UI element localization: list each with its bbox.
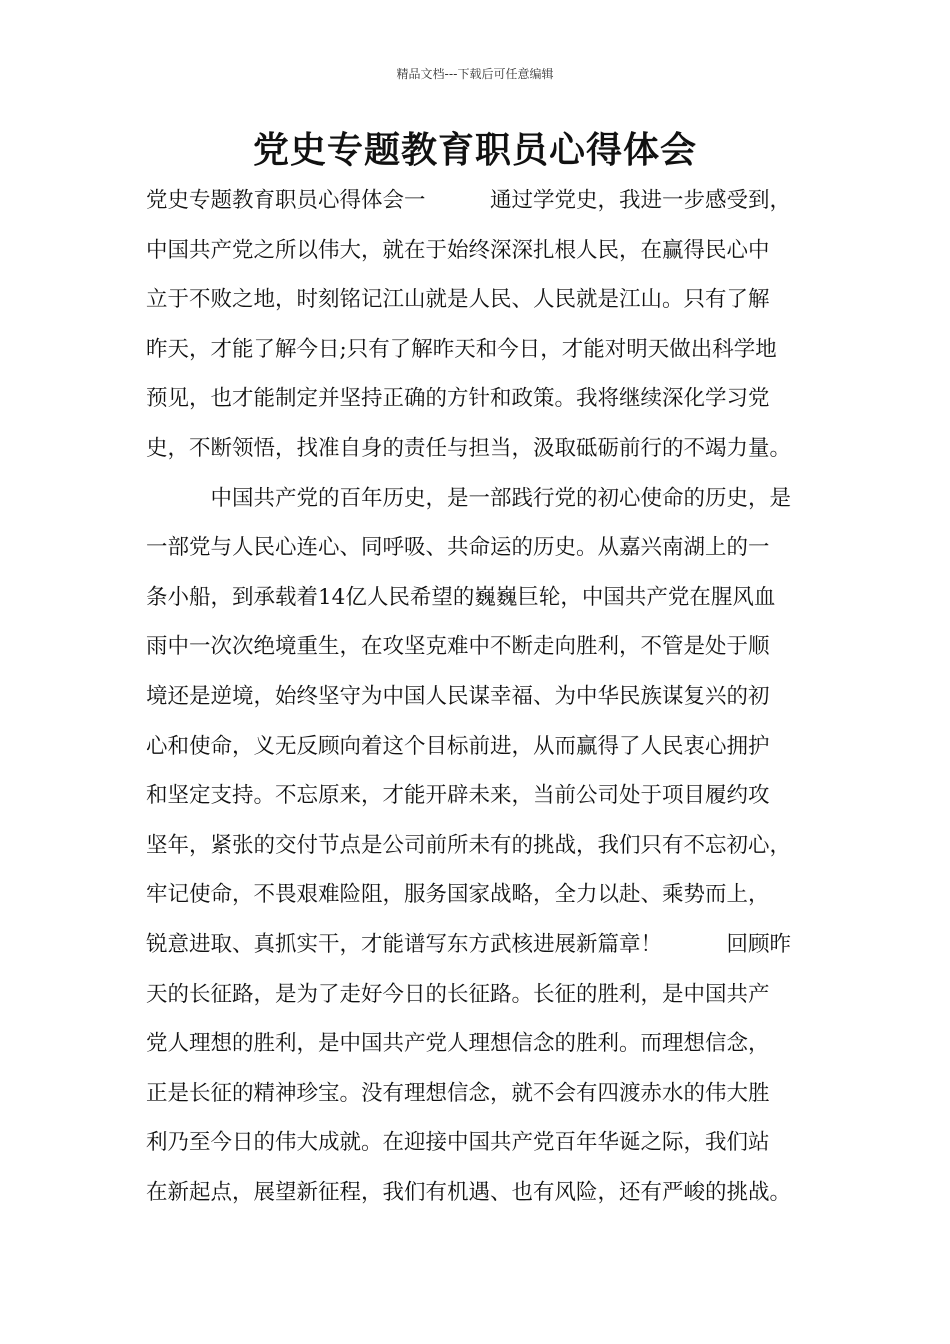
body-line: 利乃至今日的伟大成就。在迎接中国共产党百年华诞之际，我们站	[146, 1130, 770, 1156]
body-line: 昨天，才能了解今日;只有了解昨天和今日，才能对明天做出科学地	[146, 336, 777, 362]
body-line: 锐意进取、真抓实干，才能谱写东方武核进展新篇章！ 回顾昨	[146, 931, 792, 957]
body-line: 牢记使命，不畏艰难险阻，服务国家战略，全力以赴、乘势而上，	[146, 882, 770, 908]
body-line: 一部党与人民心连心、同呼吸、共命运的历史。从嘉兴南湖上的一	[146, 535, 770, 561]
body-line: 立于不败之地，时刻铭记江山就是人民、人民就是江山。只有了解	[146, 287, 770, 313]
body-line: 史，不断领悟，找准自身的责任与担当，汲取砥砺前行的不竭力量。	[146, 435, 792, 461]
document-title: 党史专题教育职员心得体会	[252, 130, 697, 171]
body-line: 心和使命，义无反顾向着这个目标前进，从而赢得了人民衷心拥护	[146, 733, 770, 759]
body-line: 预见，也才能制定并坚持正确的方针和政策。我将继续深化学习党	[146, 386, 770, 412]
body-line: 坚年，紧张的交付节点是公司前所未有的挑战，我们只有不忘初心，	[146, 832, 792, 858]
body-line: 党人理想的胜利，是中国共产党人理想信念的胜利。而理想信念，	[146, 1031, 770, 1057]
document-body	[146, 176, 826, 1217]
body-line: 雨中一次次绝境重生，在攻坚克难中不断走向胜利，不管是处于顺	[146, 634, 770, 660]
body-line: 和坚定支持。不忘原来，才能开辟未来，当前公司处于项目履约攻	[146, 783, 770, 809]
body-line: 正是长征的精神珍宝。没有理想信念，就不会有四渡赤水的伟大胜	[146, 1080, 770, 1106]
body-line: 中国共产党的百年历史，是一部践行党的初心使命的历史，是	[146, 485, 792, 511]
body-line: 境还是逆境，始终坚守为中国人民谋幸福、为中华民族谋复兴的初	[146, 683, 770, 709]
body-line: 中国共产党之所以伟大，就在于始终深深扎根人民，在赢得民心中	[146, 237, 770, 263]
body-line: 天的长征路，是为了走好今日的长征路。长征的胜利，是中国共产	[146, 981, 770, 1007]
body-line: 条小船，到承载着14亿人民希望的巍巍巨轮，中国共产党在腥风血	[146, 584, 776, 610]
body-line: 党史专题教育职员心得体会一 通过学党史，我进一步感受到，	[146, 188, 792, 213]
header-note: 精品文档---下载后可任意编辑	[396, 67, 554, 81]
body-line: 在新起点，展望新征程，我们有机遇、也有风险，还有严峻的挑战。	[146, 1179, 792, 1205]
